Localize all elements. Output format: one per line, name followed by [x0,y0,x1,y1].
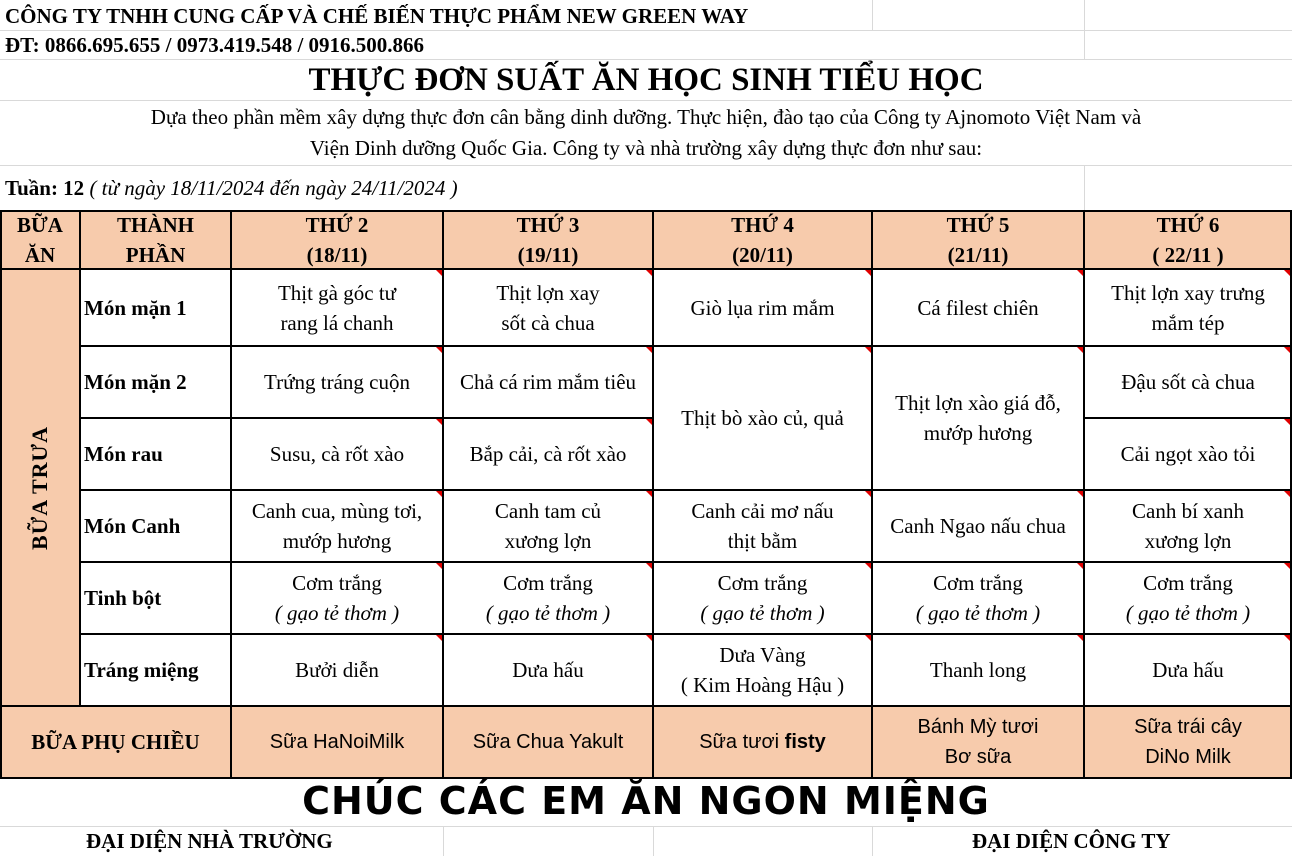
menu-text: xương lợn [504,529,592,553]
table-border [230,210,232,778]
menu-text: mắm tép [1151,310,1225,335]
menu-text: Canh bí xanh [1132,499,1244,523]
snack-cell: Sữa Chua Yakult [472,731,624,753]
header-day-date: ( 22/11 ) [1152,243,1224,267]
header-day-date: (18/11) [306,243,368,267]
menu-cell [443,269,653,346]
header-meal [0,211,80,269]
menu-text: Thịt lợn xay [496,280,600,305]
comment-marker-icon [1077,347,1083,353]
menu-cell: Cá filest chiên [917,295,1039,320]
week-range: ( từ ngày 18/11/2024 đến ngày 24/11/2024 ) [89,176,458,200]
signature-company: ĐẠI DIỆN CÔNG TY [972,829,1171,853]
menu-text: Cơm trắng [1143,571,1233,595]
snack-text [699,727,826,757]
menu-cell-merged: Thịt bò xào củ, quả [681,406,844,430]
gridline [872,826,873,856]
header-day-label: THỨ 4 [731,213,794,237]
comment-marker-icon [646,491,652,497]
table-border [871,210,873,778]
gridline [0,59,1292,60]
comment-marker-icon [646,347,652,353]
snack-text-prefix: Sữa tươi [699,731,785,753]
comment-marker-icon [436,419,442,425]
menu-text: Dưa Vàng [719,643,806,667]
comment-marker-icon [1284,419,1290,425]
comment-marker-icon [1077,491,1083,497]
table-border [1083,210,1085,778]
menu-text: mướp hương [282,529,392,553]
table-border [0,210,2,778]
comment-marker-icon [1284,270,1290,276]
header-meal-line2: ĂN [24,243,56,267]
menu-cell: Đậu sốt cà chua [1121,370,1255,394]
header-meal-line1: BỮA [17,213,63,237]
table-border [0,210,1292,212]
comment-marker-icon [865,347,871,353]
menu-cell [443,562,653,634]
header-day-label: THỨ 2 [305,213,369,237]
snack-cell [653,706,872,778]
menu-text: ( gạo tẻ thơm ) [915,601,1041,625]
snack-label: BỮA PHỤ CHIỀU [31,730,200,754]
comment-marker-icon [1284,491,1290,497]
component-label: Tinh bột [84,586,162,610]
table-border [80,345,1292,347]
component-label: Món mặn 1 [84,295,187,320]
header-component [80,211,231,269]
menu-cell: Chả cá rim mắm tiêu [459,370,637,394]
menu-text: Cơm trắng [503,571,593,595]
gridline [872,0,873,30]
header-day-label: THỨ 5 [946,213,1010,237]
gridline [0,30,1292,31]
menu-cell: Bưởi diễn [295,658,379,682]
component-label: Món rau [84,442,163,466]
snack-text: DiNo Milk [1145,746,1231,768]
table-border [1084,417,1292,419]
gridline [0,826,1292,827]
table-border [80,633,1292,635]
comment-marker-icon [1077,270,1083,276]
comment-marker-icon [436,563,442,569]
menu-cell: Bắp cải, cà rốt xào [469,442,627,466]
snack-text: Bánh Mỳ tươi [917,716,1039,738]
header-day-mon [231,211,443,269]
header-day-wed [653,211,872,269]
comment-marker-icon [865,635,871,641]
menu-cell [653,490,872,562]
header-day-label: THỨ 3 [516,213,580,237]
comment-marker-icon [646,419,652,425]
menu-text: ( gạo tẻ thơm ) [1125,601,1251,625]
comment-marker-icon [865,491,871,497]
snack-cell: Sữa HaNoiMilk [269,731,405,753]
header-day-thu [872,211,1084,269]
header-day-date: (20/11) [732,243,793,267]
menu-cell: Dưa hấu [512,658,584,682]
menu-cell: Thanh long [929,658,1027,682]
subtitle-line-2: Viện Dinh dưỡng Quốc Gia. Công ty và nhà trường xây dựng thực đơn như sau: [309,136,983,160]
comment-marker-icon [1077,635,1083,641]
comment-marker-icon [865,270,871,276]
gridline [0,165,1292,166]
page-title: THỰC ĐƠN SUẤT ĂN HỌC SINH TIỂU HỌC [308,62,984,98]
menu-text: ( gạo tẻ thơm ) [700,601,825,625]
header-day-fri [1084,211,1292,269]
menu-text: Thịt lợn xay trưng [1111,280,1265,305]
menu-text: Canh cua, mùng tơi, [251,499,423,523]
menu-text: Thịt gà góc tư [277,280,397,305]
menu-cell [1084,562,1292,634]
menu-cell: Susu, cà rốt xào [269,442,405,466]
menu-text: xương lợn [1144,529,1232,553]
gridline [1084,0,1085,60]
comment-marker-icon [436,635,442,641]
menu-text: ( gạo tẻ thơm ) [274,601,400,625]
comment-marker-icon [436,270,442,276]
company-name: CÔNG TY TNHH CUNG CẤP VÀ CHẾ BIẾN THỰC PHẨM NEW GREEN WAY [5,4,749,28]
menu-text: thịt bằm [727,529,798,553]
company-phone: ĐT: 0866.695.655 / 0973.419.548 / 0916.500.866 [5,33,425,57]
menu-cell [231,490,443,562]
comment-marker-icon [646,635,652,641]
menu-text: sốt cà chua [501,310,595,335]
snack-text: Bơ sữa [944,746,1012,768]
header-day-tue [443,211,653,269]
menu-text: rang lá chanh [280,310,394,335]
component-label: Món mặn 2 [84,370,187,394]
comment-marker-icon [865,563,871,569]
menu-cell [231,269,443,346]
snack-cell [872,706,1084,778]
menu-cell: Cải ngọt xào tỏi [1120,442,1256,466]
menu-text: ( Kim Hoàng Hậu ) [680,673,845,697]
comment-marker-icon [436,491,442,497]
table-border [0,705,1292,707]
gridline [1084,165,1085,211]
menu-text: ( gạo tẻ thơm ) [485,601,611,625]
table-border [80,489,1292,491]
lunch-label-text: BỮA TRƯA [27,426,53,550]
table-border [652,210,654,778]
menu-cell-merged [872,346,1084,490]
menu-cell [443,490,653,562]
menu-cell [653,562,872,634]
snack-cell [1084,706,1292,778]
subtitle-line-1: Dựa theo phần mềm xây dựng thực đơn cân bằng dinh dưỡng. Thực hiện, đào tạo của Công ty Ajnomoto Việt Nam và [150,105,1142,129]
menu-cell [872,562,1084,634]
menu-cell [653,634,872,706]
header-day-label: THỨ 6 [1156,213,1220,237]
table-border [80,561,1292,563]
menu-cell [231,562,443,634]
greeting-banner: CHÚC CÁC EM ĂN NGON MIỆNG [302,779,990,823]
header-day-date: (21/11) [947,243,1009,267]
comment-marker-icon [646,563,652,569]
component-label: Món Canh [84,514,181,538]
menu-text: Canh tam củ [494,499,602,523]
menu-text: Cơm trắng [292,571,382,595]
snack-brand: fisty [784,731,826,753]
gridline [0,100,1292,101]
week-label: Tuần: 12 [5,176,85,200]
gridline [653,826,654,856]
menu-text: Cơm trắng [933,571,1023,595]
menu-cell: Giò lụa rim mắm [690,295,835,320]
gridline [443,826,444,856]
menu-cell [1084,490,1292,562]
comment-marker-icon [436,347,442,353]
header-component-line2: PHẦN [125,243,186,267]
table-border [80,417,653,419]
menu-text: Canh cải mơ nấu [691,499,834,523]
menu-text: Cơm trắng [717,571,808,595]
comment-marker-icon [1284,563,1290,569]
header-component-line1: THÀNH [116,213,194,237]
comment-marker-icon [646,270,652,276]
menu-text: mướp hương [923,421,1033,445]
menu-text: Thịt lợn xào giá đỗ, [895,391,1061,415]
signature-school: ĐẠI DIỆN NHÀ TRƯỜNG [86,829,333,853]
menu-cell: Dưa hấu [1152,658,1224,682]
table-border [442,210,444,778]
component-label: Tráng miệng [84,658,199,682]
lunch-label [0,270,80,706]
header-day-date: (19/11) [517,243,579,267]
menu-cell [1084,269,1292,346]
menu-cell: Canh Ngao nấu chua [890,514,1066,538]
comment-marker-icon [1284,347,1290,353]
snack-text: Sữa trái cây [1134,716,1242,738]
comment-marker-icon [1077,563,1083,569]
week-info [5,176,458,201]
comment-marker-icon [1284,635,1290,641]
table-border [79,210,81,706]
menu-cell: Trứng tráng cuộn [264,370,410,394]
